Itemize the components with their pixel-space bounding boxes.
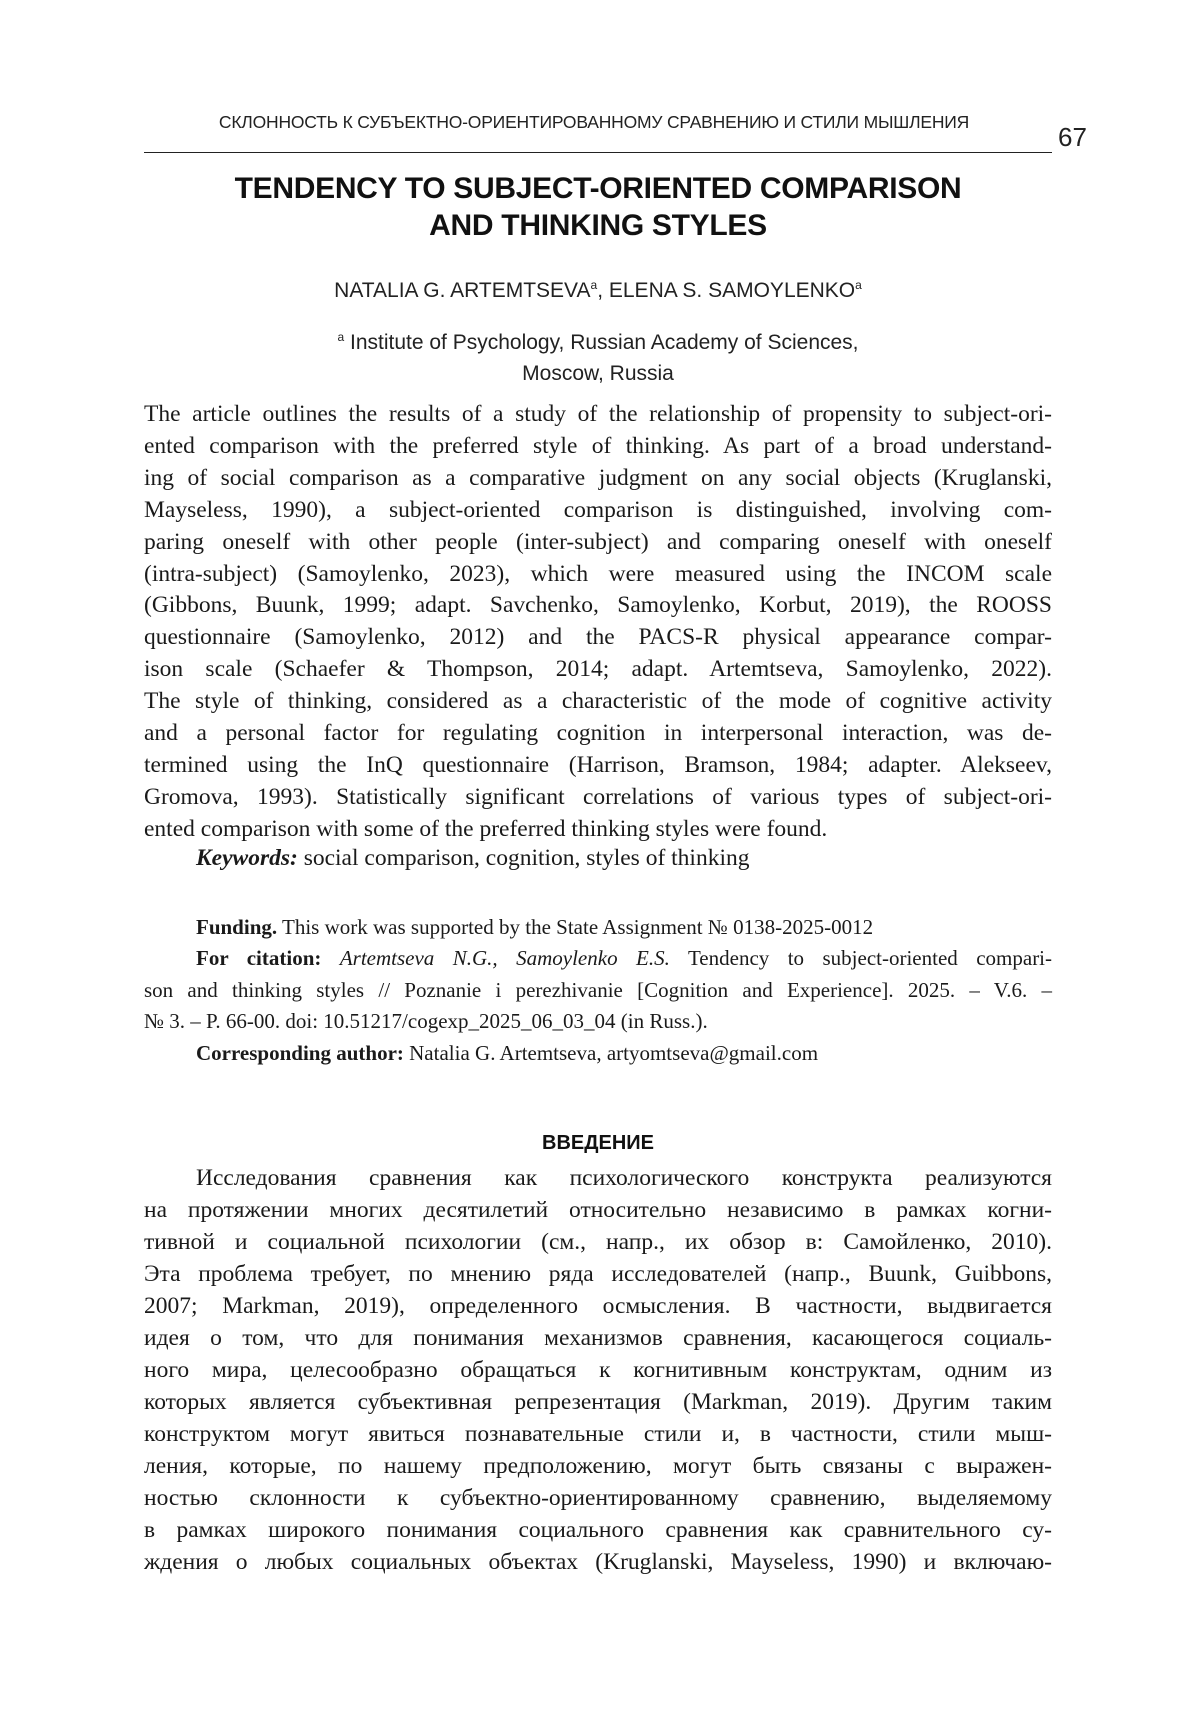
keywords: Keywords: social comparison, cognition, styles of thinking [196, 845, 750, 871]
funding-line [144, 912, 1052, 943]
running-head: СКЛОННОСТЬ К СУБЪЕКТНО-ОРИЕНТИРОВАННОМУ СРАВНЕНИЮ И СТИЛИ МЫШЛЕНИЯ [218, 112, 970, 132]
body-line: на протяжении многих десятилетий относительно независимо в рамках когни- [144, 1197, 1052, 1223]
authors: NATALIA G. ARTEMTSEVA$^a$, ELENA S. SAMOYLENKO$^a$ [334, 278, 862, 302]
citation-authors: Artemtseva N.G., Samoylenko E.S. [339, 946, 670, 971]
article-title [144, 170, 1052, 244]
abstract-line: termined using the InQ questionnaire (Harrison, Bramson, 1984; adapter. Alekseev, [144, 751, 1052, 778]
header-rule [144, 152, 1052, 153]
abstract-line: ented comparison with the preferred style of thinking. As part of a broad understand- [144, 432, 1052, 459]
author-name: ELENA S. SAMOYLENKO [608, 279, 856, 302]
abstract-line: (intra-subject) (Samoylenko, 2023), which were measured using the INCOM scale [144, 560, 1052, 587]
title-line: TENDENCY TO SUBJECT-ORIENTED COMPARISON [234, 172, 962, 205]
affiliation-line: Moscow, Russia [522, 362, 674, 385]
body-line: ления, которые, по нашему предположению, могут быть связаны с выражен- [144, 1453, 1052, 1479]
title-line: AND THINKING STYLES [429, 209, 767, 242]
body-line: тивной и социальной психологии (см., напр., их обзор в: Самойленко, 2010). [144, 1229, 1052, 1255]
affiliation-mark: a [855, 278, 862, 292]
corresponding-text: Natalia G. Artemtseva, artyomtseva@gmail.com [409, 1040, 819, 1065]
abstract [144, 399, 1052, 846]
abstract-line: (Gibbons, Buunk, 1999; adapt. Savchenko, Samoylenko, Korbut, 2019), the ROOSS [144, 592, 1052, 619]
keywords-text: social comparison, cognition, styles of thinking [303, 845, 750, 871]
abstract-line: ison scale (Schaefer & Thompson, 2014; adapt. Artemtseva, Samoylenko, 2022). [144, 656, 1052, 683]
citation-line: son and thinking styles // Poznanie i perezhivanie [Cognition and Experience]. 2025. – V.6. – [144, 977, 1052, 1002]
body-line: которых является субъективная репрезентация (Markman, 2019). Другим таким [144, 1389, 1052, 1415]
article-meta [144, 912, 1052, 1069]
corresponding-line [144, 1038, 1052, 1069]
body-line: конструктом могут явиться познавательные стили и, в частности, стили мыш- [144, 1421, 1052, 1447]
body-line: Исследования сравнения как психологического конструкта реализуются [196, 1165, 1052, 1191]
body-line: ностью склонности к субъектно-ориентированному сравнению, выделяемому [144, 1485, 1052, 1511]
abstract-line: The style of thinking, considered as a characteristic of the mode of cognitive activity [144, 688, 1052, 715]
body-line: Эта проблема требует, по мнению ряда исследователей (напр., Buunk, Guibbons, [144, 1261, 1052, 1287]
keywords-label: Keywords [196, 845, 290, 871]
abstract-line: Gromova, 1993). Statistically significant correlations of various types of subject-ori- [144, 783, 1052, 810]
affiliation-mark: a [337, 330, 345, 344]
affiliation-mark: a [590, 278, 598, 292]
citation-label: For citation: [196, 946, 322, 971]
abstract-line: ing of social comparison as a comparative judgment on any social objects (Kruglanski, [144, 464, 1052, 491]
section-heading: ВВЕДЕНИЕ [542, 1132, 654, 1154]
affiliation-line [144, 322, 1052, 358]
author-name: NATALIA G. ARTEMTSEVA [334, 279, 591, 302]
abstract-line: paring oneself with other people (inter-subject) and comparing oneself with oneself [144, 528, 1052, 555]
funding-text: This work was supported by the State Assignment № 0138-2025-0012 [282, 915, 874, 939]
affiliation [144, 322, 1052, 389]
body-line: 2007; Markman, 2019), определенного осмысления. В частности, выдвигается [144, 1293, 1052, 1319]
abstract-line: ented comparison with some of the preferred thinking styles were found. [144, 815, 828, 842]
body-line: ждения о любых социальных объектах (Kruglanski, Mayseless, 1990) и включаю- [144, 1549, 1052, 1575]
abstract-line: and a personal factor for regulating cognition in interpersonal interaction, was de- [144, 720, 1052, 747]
citation-line [144, 943, 1052, 974]
abstract-line: questionnaire (Samoylenko, 2012) and the PACS-R physical appearance compar- [144, 624, 1052, 651]
body-text [144, 1162, 1052, 1578]
abstract-line: The article outlines the results of a study of the relationship of propensity to subject-ori- [144, 401, 1052, 427]
citation-text: Tendency to subject-oriented compari- [687, 946, 1053, 971]
abstract-line: Mayseless, 1990), a subject-oriented comparison is distinguished, involving com- [144, 496, 1052, 523]
body-line: в рамках широкого понимания социального сравнения как сравнительного су- [144, 1517, 1052, 1543]
affiliation-text: Institute of Psychology, Russian Academy of Sciences, [349, 331, 859, 354]
body-line: ного мира, целесообразно обращаться к когнитивным конструктам, одним из [144, 1357, 1052, 1383]
citation-line: № 3. – P. 66-00. doi: 10.51217/cogexp_2025_06_03_04 (in Russ.). [144, 1009, 708, 1034]
funding-label: Funding. [196, 915, 278, 939]
page-number: 67 [1058, 122, 1087, 152]
body-line: идея о том, что для понимания механизмов сравнения, касающегося социаль- [144, 1325, 1052, 1351]
corresponding-label: Corresponding author: [196, 1040, 404, 1065]
